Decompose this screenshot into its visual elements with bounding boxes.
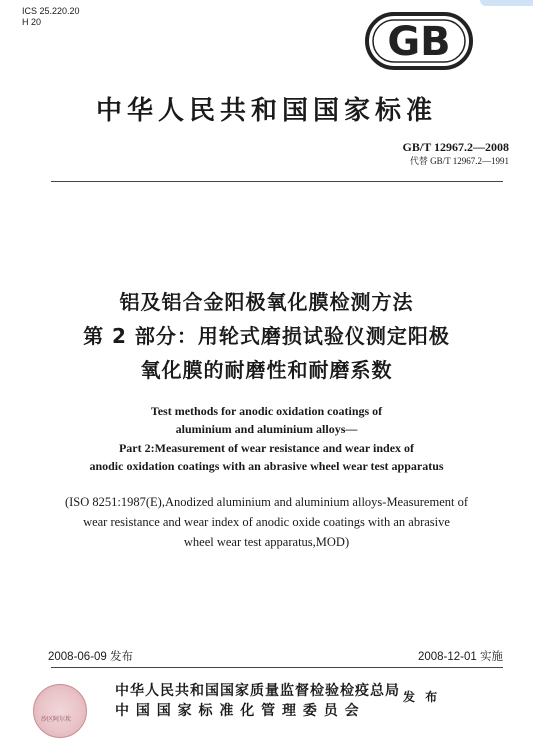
english-title-line-2: aluminium and aluminium alloys— <box>175 422 358 436</box>
official-seal <box>33 684 87 738</box>
top-divider <box>51 181 503 182</box>
classification-codes <box>22 6 80 28</box>
standard-title: 中华人民共和国国家标准 <box>95 96 437 126</box>
standard-number: GB/T 12967.2—2008 <box>402 140 509 154</box>
bottom-divider <box>51 667 503 668</box>
chinese-title-line-1: 铝及铝合金阳极氧化膜检测方法 <box>119 290 414 314</box>
issuer-aqsiq: 中华人民共和国国家质量监督检验检疫总局 <box>115 683 400 699</box>
gb-logo <box>365 12 473 70</box>
implementation-date: 2008-12-01 实施 <box>417 651 503 663</box>
gb-logo-text: GB <box>387 19 451 65</box>
iso-reference-line-1: (ISO 8251:1987(E),Anodized aluminium and aluminium alloys-Measurement of <box>64 495 469 509</box>
english-title-line-4: anodic oxidation coatings with an abrasive wheel wear test apparatus <box>89 459 444 473</box>
iso-reference-line-2: wear resistance and wear index of anodic oxide coatings with an abrasive <box>83 515 450 529</box>
replaces-note: 代替 GB/T 12967.2—1991 <box>409 156 509 166</box>
issue-date: 2008-06-09 发布 <box>48 651 134 663</box>
chinese-title-line-2: 第 2 部分：用轮式磨损试验仪测定阳极 <box>83 324 450 348</box>
iso-reference-line-3: wheel wear test apparatus,MOD) <box>183 535 350 549</box>
issued-label: 发 布 <box>403 690 441 704</box>
corner-tab <box>480 0 533 6</box>
english-title-line-3: Part 2:Measurement of wear resistance and wear index of <box>118 441 415 455</box>
english-title-line-1: Test methods for anodic oxidation coatings of <box>150 404 383 418</box>
seal-label: 沙区阿尔坎 <box>41 716 72 723</box>
ics-code: ICS 25.220.20 <box>22 6 80 16</box>
chinese-title-line-3: 氧化膜的耐磨性和耐磨系数 <box>140 358 393 382</box>
issuer-sac: 中 国 国 家 标 准 化 管 理 委 员 会 <box>115 703 360 719</box>
ccs-code: H 20 <box>22 17 42 27</box>
